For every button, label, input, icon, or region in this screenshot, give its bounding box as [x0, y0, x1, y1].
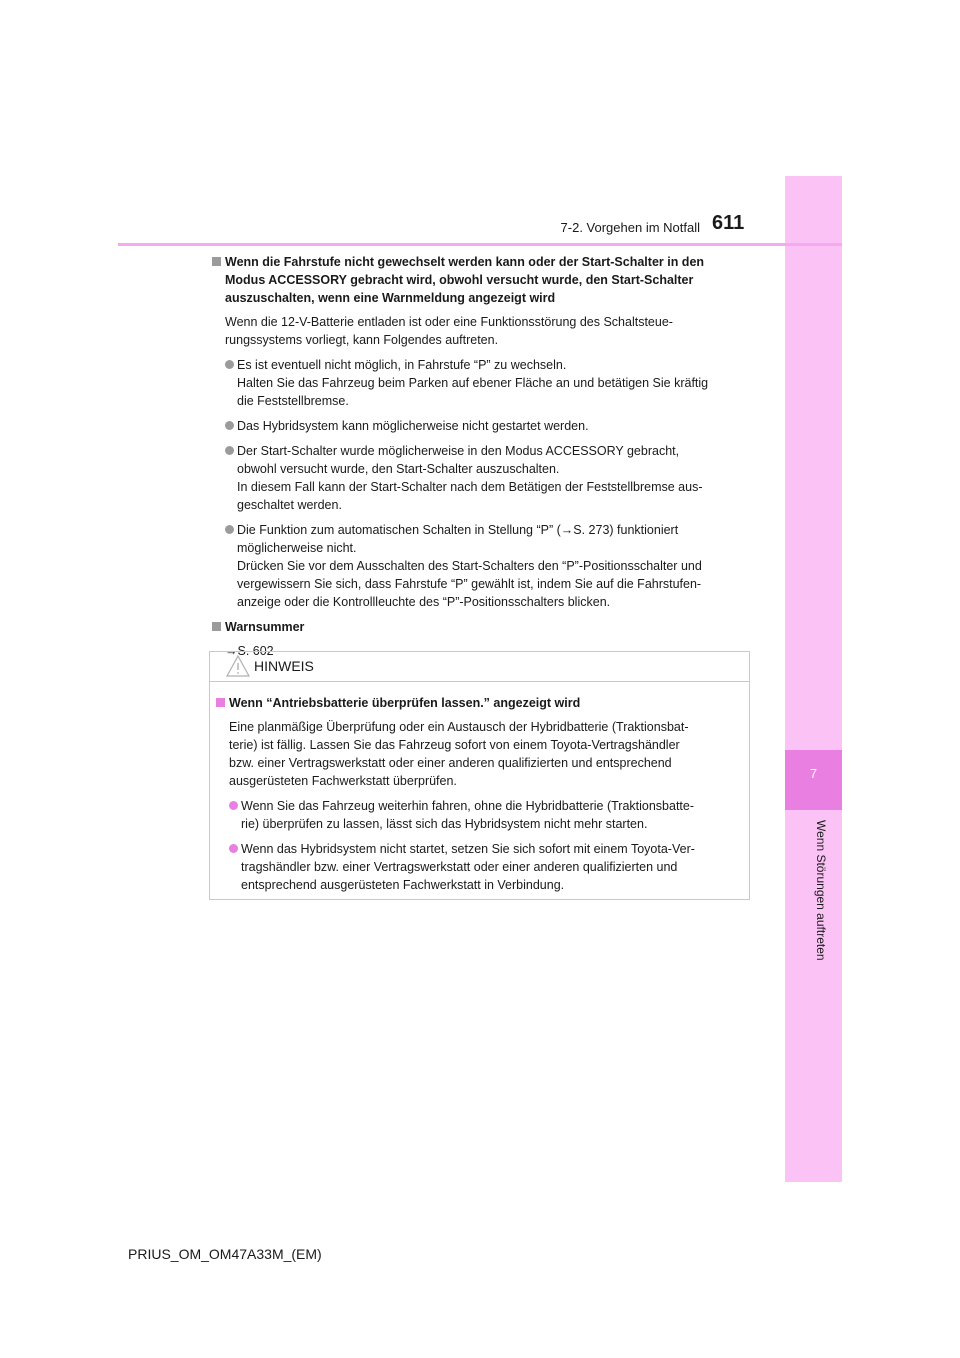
- text-line: Das Hybridsystem kann möglicherweise nicht gestartet werden.: [237, 419, 589, 433]
- round-bullet-icon: [225, 525, 234, 534]
- heading-line: Modus ACCESSORY gebracht wird, obwohl versucht wurde, den Start-Schalter: [225, 273, 694, 287]
- list-item: [212, 442, 750, 514]
- section-heading: [212, 618, 750, 636]
- notice-title: HINWEIS: [254, 658, 314, 674]
- text-line: bzw. einer Vertragswerkstatt oder einer anderen qualifizierten und entsprechend: [229, 756, 672, 770]
- main-content: [212, 253, 750, 660]
- round-bullet-icon: [229, 844, 238, 853]
- text-line: anzeige oder die Kontrollleuchte des “P”-Positionsschalters blicken.: [237, 595, 611, 609]
- chapter-number-tab: 7: [785, 750, 842, 810]
- square-bullet-icon: [212, 622, 221, 631]
- text-line: entsprechend ausgerüsteten Fachwerkstatt in Verbindung.: [241, 878, 565, 892]
- text-line: Es ist eventuell nicht möglich, in Fahrstufe “P” zu wechseln.: [237, 358, 567, 372]
- text-line: terie) ist fällig. Lassen Sie das Fahrzeug sofort von einem Toyota-Vertragshändler: [229, 738, 680, 752]
- section-header: 7-2. Vorgehen im Notfall: [560, 220, 700, 235]
- list-item: [212, 521, 750, 611]
- text-line: vergewissern Sie sich, dass Fahrstufe “P” gewählt ist, indem Sie auf die Fahrstufen-: [237, 577, 702, 591]
- notice-box: [209, 651, 750, 900]
- text-line: Eine planmäßige Überprüfung oder ein Austausch der Hybridbatterie (Traktionsbat-: [229, 720, 689, 734]
- document-id: PRIUS_OM_OM47A33M_(EM): [128, 1246, 322, 1262]
- heading-line: Wenn “Antriebsbatterie überprüfen lassen.” angezeigt wird: [229, 696, 581, 710]
- text-line: →S. 602: [225, 644, 274, 658]
- chapter-side-label: Wenn Störungen auftreten: [814, 820, 828, 961]
- notice-intro: [216, 718, 743, 790]
- page-number: 611: [712, 212, 745, 234]
- text-line: Die Funktion zum automatischen Schalten in Stellung “P” (→S. 273) funktioniert: [237, 523, 679, 537]
- text-line: Drücken Sie vor dem Ausschalten des Start-Schalters den “P”-Positionsschalter und: [237, 559, 702, 573]
- notice-body: [216, 694, 743, 894]
- text-line: Wenn Sie das Fahrzeug weiterhin fahren, ohne die Hybridbatterie (Traktionsbatte-: [241, 799, 695, 813]
- round-bullet-icon: [225, 360, 234, 369]
- notice-heading: [216, 694, 743, 712]
- text-line: geschaltet werden.: [237, 498, 342, 512]
- header-divider: [118, 243, 842, 246]
- section-heading: [212, 253, 750, 307]
- heading-line: Wenn die Fahrstufe nicht gewechselt werden kann oder der Start-Schalter in den: [225, 255, 705, 269]
- warning-triangle-icon: [226, 654, 250, 678]
- round-bullet-icon: [229, 801, 238, 810]
- notice-header: [210, 652, 749, 682]
- text-line: Wenn die 12-V-Batterie entladen ist oder eine Funktionsstörung des Schaltsteue-: [225, 315, 673, 329]
- text-line: Halten Sie das Fahrzeug beim Parken auf ebener Fläche an und betätigen Sie kräftig: [237, 376, 709, 390]
- list-item: [212, 356, 750, 410]
- list-item: [216, 797, 743, 833]
- square-bullet-icon: [216, 698, 225, 707]
- square-bullet-icon: [212, 257, 221, 266]
- list-item: [212, 417, 750, 435]
- section-intro: [212, 313, 750, 349]
- text-line: rungssystems vorliegt, kann Folgendes auftreten.: [225, 333, 499, 347]
- text-line: Der Start-Schalter wurde möglicherweise in den Modus ACCESSORY gebracht,: [237, 444, 680, 458]
- text-line: die Feststellbremse.: [237, 394, 349, 408]
- heading-line: auszuschalten, wenn eine Warnmeldung angezeigt wird: [225, 291, 556, 305]
- list-item: [216, 840, 743, 894]
- chapter-side-strip: [785, 176, 842, 1182]
- text-line: rie) überprüfen zu lassen, lässt sich das Hybridsystem nicht mehr starten.: [241, 817, 648, 831]
- round-bullet-icon: [225, 421, 234, 430]
- text-line: obwohl versucht wurde, den Start-Schalter auszuschalten.: [237, 462, 560, 476]
- round-bullet-icon: [225, 446, 234, 455]
- text-line: ausgerüsteten Fachwerkstatt überprüfen.: [229, 774, 457, 788]
- text-line: möglicherweise nicht.: [237, 541, 357, 555]
- text-line: Wenn das Hybridsystem nicht startet, setzen Sie sich sofort mit einem Toyota-Ver-: [241, 842, 695, 856]
- text-line: In diesem Fall kann der Start-Schalter nach dem Betätigen der Feststellbremse aus-: [237, 480, 703, 494]
- heading-line: Warnsummer: [225, 620, 305, 634]
- text-line: tragshändler bzw. einer Vertragswerkstatt oder einer anderen qualifizierten und: [241, 860, 678, 874]
